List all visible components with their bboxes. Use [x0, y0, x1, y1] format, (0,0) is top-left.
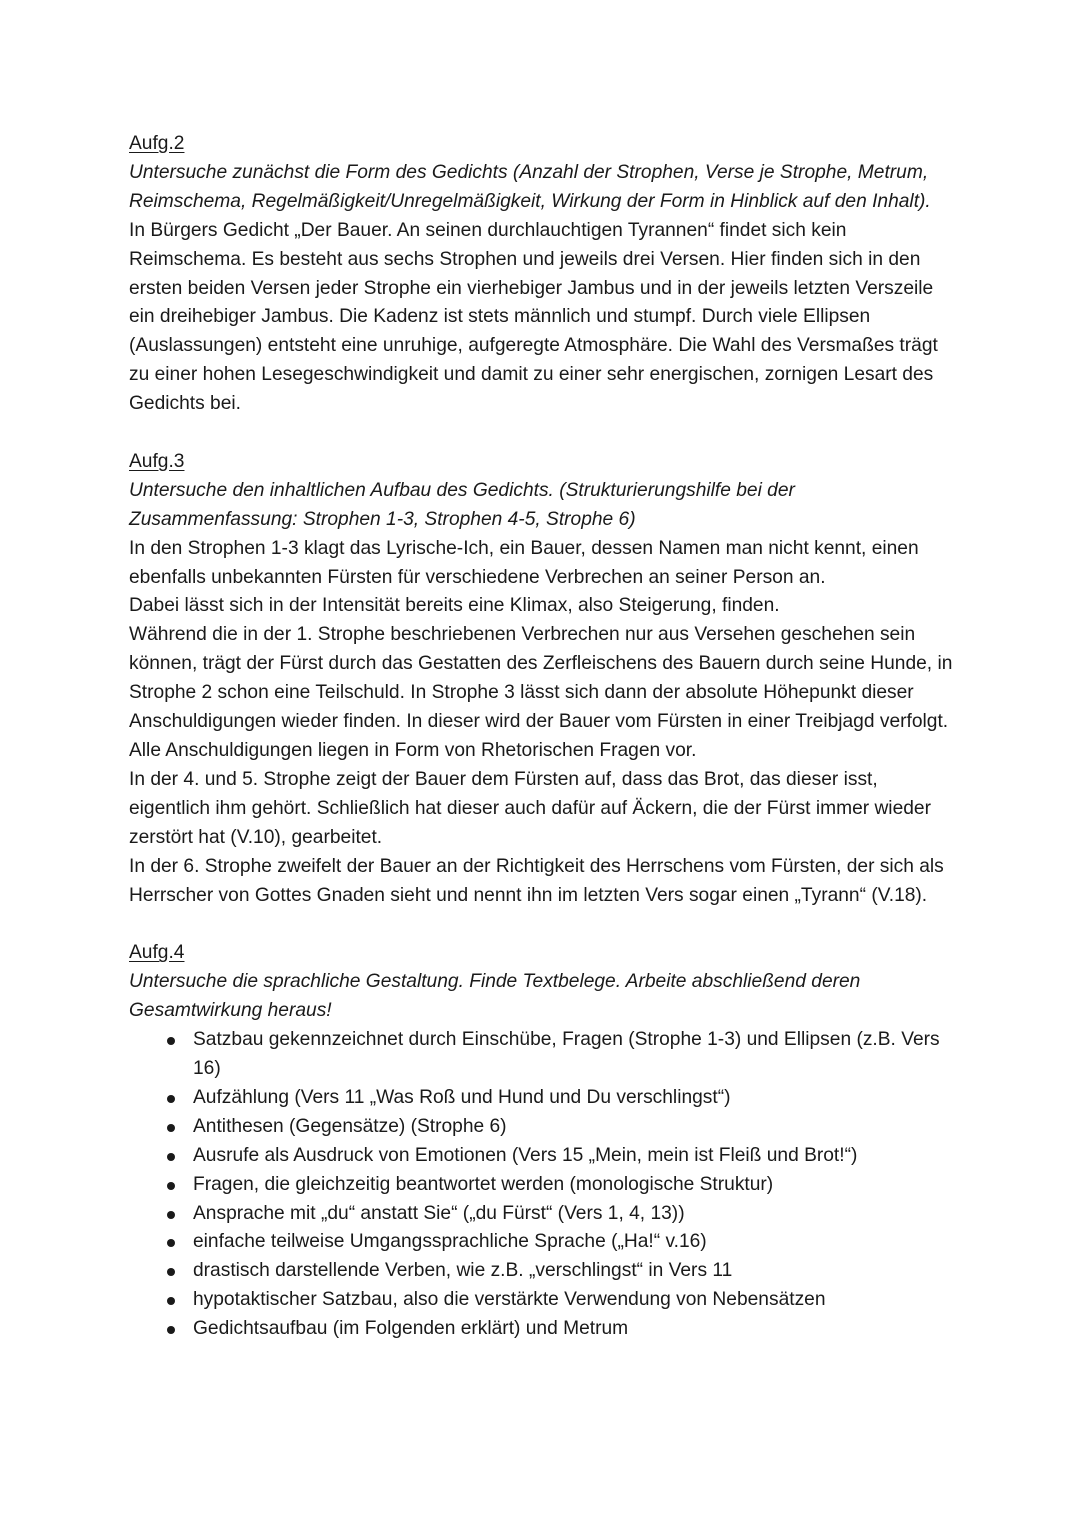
- section-aufg2: [129, 130, 959, 419]
- answer-paragraph: In den Strophen 1-3 klagt das Lyrische-Ich, ein Bauer, dessen Namen man nicht kennt, einen ebenfalls unbekannten Fürsten für verschiedene Verbrechen an seiner Person an.: [129, 537, 919, 588]
- answer-paragraph: Während die in der 1. Strophe beschriebenen Verbrechen nur aus Versehen geschehen sein können, trägt der Fürst durch das Gestatten des Zerfleischens des Bauern durch seine Hunde, in Strophe 2 schon eine Teilschuld. In Strophe 3 lässt sich dann der absolute Höhepunkt dieser Anschuldigungen wieder finden. In dieser wird der Bauer vom Fürsten in einer Treibjagd verfolgt. Alle Anschuldigungen liegen in Form von Rhetorischen Fragen vor.: [129, 624, 953, 762]
- list-item: Satzbau gekennzeichnet durch Einschübe, Fragen (Strophe 1-3) und Ellipsen (z.B. Vers 16): [129, 1026, 959, 1084]
- list-item: Ansprache mit „du“ anstatt Sie“ („du Fürst“ (Vers 1, 4, 13)): [129, 1200, 959, 1229]
- list-item: Gedichtsaufbau (im Folgenden erklärt) und Metrum: [129, 1315, 959, 1344]
- list-item: einfache teilweise Umgangssprachliche Sprache („Ha!“ v.16): [129, 1228, 959, 1257]
- section-heading: Aufg.3: [129, 450, 185, 472]
- section-aufg3: [129, 448, 959, 911]
- list-item: Ausrufe als Ausdruck von Emotionen (Vers 15 „Mein, mein ist Fleiß und Brot!“): [129, 1142, 959, 1171]
- bullet-list: [129, 1026, 959, 1344]
- task-prompt: Untersuche den inhaltlichen Aufbau des Gedichts. (Strukturierungshilfe bei der Zusammenfassung: Strophen 1-3, Strophen 4-5, Strophe 6): [129, 479, 795, 530]
- task-prompt: Untersuche die sprachliche Gestaltung. Finde Textbelege. Arbeite abschließend deren Gesamtwirkung heraus!: [129, 971, 861, 1022]
- list-item: Antithesen (Gegensätze) (Strophe 6): [129, 1113, 959, 1142]
- answer-paragraph: In Bürgers Gedicht „Der Bauer. An seinen durchlauchtigen Tyrannen“ findet sich kein Reimschema. Es besteht aus sechs Strophen und jeweils drei Versen. Hier finden sich in den ersten beiden Versen jeder Strophe ein vierhebiger Jambus und in der jeweils letzten Verszeile ein dreihebiger Jambus. Die Kadenz ist stets männlich und stumpf. Durch viele Ellipsen (Auslassungen) entsteht eine unruhige, aufgeregte Atmosphäre. Die Wahl des Versmaßes trägt zu einer hohen Lesegeschwindigkeit und damit zu einer sehr energischen, zornigen Lesart des Gedichts bei.: [129, 219, 938, 415]
- section-heading: Aufg.4: [129, 942, 185, 964]
- document-page: [129, 130, 959, 1373]
- answer-paragraph: In der 4. und 5. Strophe zeigt der Bauer dem Fürsten auf, dass das Brot, das dieser isst, eigentlich ihm gehört. Schließlich hat dieser auch dafür auf Äckern, die der Fürst immer wieder zerstört hat (V.10), gearbeitet.: [129, 768, 931, 848]
- list-item: Aufzählung (Vers 11 „Was Roß und Hund und Du verschlingst“): [129, 1084, 959, 1113]
- list-item: drastisch darstellende Verben, wie z.B. „verschlingst“ in Vers 11: [129, 1257, 959, 1286]
- task-prompt: Untersuche zunächst die Form des Gedichts (Anzahl der Strophen, Verse je Strophe, Metrum, Reimschema, Regelmäßigkeit/Unregelmäßigkeit, Wirkung der Form in Hinblick auf den Inhalt).: [129, 161, 931, 212]
- list-item: hypotaktischer Satzbau, also die verstärkte Verwendung von Nebensätzen: [129, 1286, 959, 1315]
- section-aufg4: [129, 939, 959, 1344]
- answer-paragraph: Dabei lässt sich in der Intensität bereits eine Klimax, also Steigerung, finden.: [129, 595, 780, 617]
- answer-paragraph: In der 6. Strophe zweifelt der Bauer an der Richtigkeit des Herrschens vom Fürsten, der sich als Herrscher von Gottes Gnaden sieht und nennt ihn im letzten Vers sogar einen „Tyrann“ (V.18).: [129, 855, 944, 906]
- section-heading: Aufg.2: [129, 133, 185, 154]
- list-item: Fragen, die gleichzeitig beantwortet werden (monologische Struktur): [129, 1171, 959, 1200]
